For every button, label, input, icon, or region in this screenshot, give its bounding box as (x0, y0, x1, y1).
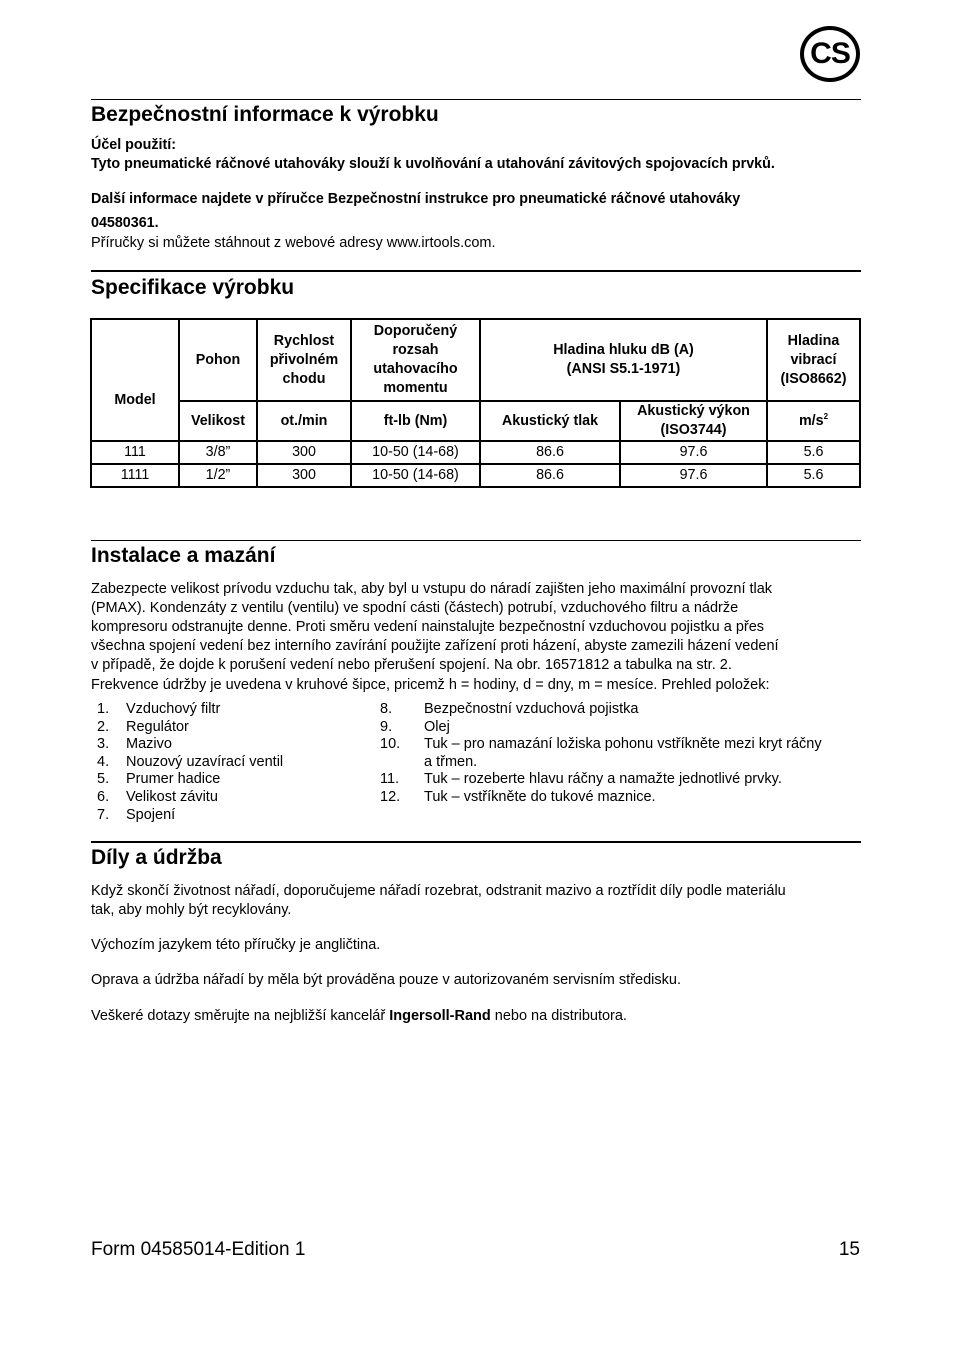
list-item-number: 2. (97, 718, 110, 735)
list-item-text: Vzduchový filtr (126, 701, 221, 717)
section-divider (91, 99, 861, 100)
items-list-left (97, 701, 367, 824)
footer-form: Form 04585014-Edition 1 (91, 1239, 306, 1260)
install-para-line: (PMAX). Kondenzáty z ventilu (ventilu) ve spodní cásti (částech) potrubí, vzduchového filtru a nádrže (91, 600, 739, 616)
list-item (97, 701, 367, 719)
parts-para-4-text: Veškeré dotazy směrujte na nejbližší kancelář (91, 1008, 390, 1024)
spec-table (90, 318, 861, 488)
cell-size: 1/2” (179, 464, 257, 487)
parts-para-4-text: nebo na distributora. (490, 1008, 627, 1024)
list-item-number: 12. (380, 788, 401, 805)
list-item-text: Prumer hadice (126, 771, 221, 788)
header-torque-line: momentu (383, 380, 448, 396)
cell-pressure: 86.6 (480, 464, 620, 487)
header-rychlost-line: chodu (282, 370, 326, 387)
list-item (380, 719, 861, 737)
list-item (97, 771, 367, 789)
list-item-text: Tuk – pro namazání ložiska pohonu vstříkněte mezi kryt ráčny (424, 736, 822, 753)
header-ms (767, 401, 860, 441)
header-torque (351, 319, 480, 401)
list-item-number: 3. (97, 736, 110, 753)
list-item (380, 736, 861, 754)
cell-model: 111 (91, 441, 179, 464)
list-item-text: a třmen. (424, 753, 478, 770)
more-info-line-1: Další informace najdete v příručce Bezpečnostní instrukce pro pneumatické ráčnové utahováky (91, 191, 741, 207)
parts-para-3: Oprava a údržba nářadí by měla být prováděna pouze v autorizovaném servisním středisku. (91, 972, 681, 988)
cell-power: 97.6 (620, 441, 767, 464)
parts-para-2: Výchozím jazykem této příručky je angličtina. (91, 937, 381, 953)
list-item-continuation (380, 754, 861, 772)
list-item-number: 4. (97, 753, 110, 770)
list-item-text: Bezpečnostní vzduchová pojistka (424, 701, 639, 717)
header-ftlb: ft-lb (Nm) (351, 401, 480, 441)
install-para-line: kompresoru odstranujte denne. Proti směru vedení nainstalujte bezpečnostní vzduchovou pojistku a přes (91, 619, 765, 635)
section-divider (91, 270, 861, 272)
page-number: 15 (838, 1239, 860, 1260)
header-torque-line: utahovacího (373, 361, 458, 377)
list-item-text: Tuk – rozeberte hlavu ráčny a namažte jednotlivé prvky. (424, 771, 782, 788)
use-text: Tyto pneumatické ráčnové utahováky slouží k uvolňování a utahování závitových spojovacích prvků. (91, 156, 775, 172)
list-item-number: 9. (380, 718, 393, 735)
language-badge-cs: CS (800, 26, 860, 82)
list-item (97, 736, 367, 754)
list-item (97, 754, 367, 772)
brand-name: Ingersoll-Rand (389, 1008, 491, 1024)
list-item-number: 6. (97, 788, 110, 805)
install-para-line: Frekvence údržby je uvedena v kruhové šipce, pricemž h = hodiny, d = dny, m = mesíce. Prehled položek: (91, 677, 770, 693)
list-item-text: Mazivo (126, 736, 172, 753)
list-item-number: 7. (97, 806, 110, 823)
table-subheader-row (91, 401, 860, 441)
install-title: Instalace a mazání (91, 544, 276, 567)
section-divider (91, 540, 861, 541)
install-para-line: Zabezpecte velikost prívodu vzduchu tak, aby byl u vstupu do náradí zajišten jeho maximální provozní tlak (91, 581, 773, 597)
list-item-number: 11. (380, 771, 400, 788)
parts-para-1-line-1: Když skončí životnost nářadí, doporučujeme nářadí rozebrat, odstranit mazivo a roztřídit díly podle materiálu (91, 883, 786, 899)
list-item (97, 807, 367, 825)
cell-power: 97.6 (620, 464, 767, 487)
list-item-text: Velikost závitu (126, 788, 218, 805)
header-rpm: ot./min (257, 401, 351, 441)
list-item-text: Nouzový uzavírací ventil (126, 753, 284, 770)
cell-vibration: 5.6 (767, 441, 860, 464)
header-rychlost (257, 319, 351, 401)
items-list-right (380, 701, 861, 807)
more-info-line-2: 04580361. (91, 215, 159, 231)
list-item (380, 789, 861, 807)
list-item-text: Spojení (126, 806, 176, 823)
header-torque-line: rozsah (392, 342, 439, 358)
use-label: Účel použití: (91, 137, 176, 153)
list-item-text: Olej (424, 718, 450, 735)
header-velikost: Velikost (179, 401, 257, 441)
cell-vibration: 5.6 (767, 464, 860, 487)
list-item-number: 10. (380, 736, 401, 753)
parts-para-4 (91, 1007, 627, 1026)
header-acoustic-power-line: Akustický výkon (637, 403, 750, 419)
section-divider (91, 841, 861, 843)
header-acoustic-pressure: Akustický tlak (480, 401, 620, 441)
header-ms-exponent: 2 (823, 411, 829, 421)
table-header-row (91, 319, 860, 401)
safety-title: Bezpečnostní informace k výrobku (91, 103, 439, 126)
download-text: Příručky si můžete stáhnout z webové adresy www.irtools.com. (91, 235, 496, 251)
list-item (97, 789, 367, 807)
table-row (91, 441, 860, 464)
list-item (97, 719, 367, 737)
header-torque-line: Doporučený (373, 323, 458, 339)
install-para-line: v případě, že dojde k porušení vedení nebo přerušení spojení. Na obr. 16571812 a tabulka na str. 2. (91, 657, 732, 673)
cell-rpm: 300 (257, 464, 351, 487)
cell-torque: 10-50 (14-68) (351, 441, 480, 464)
list-item-number: 5. (97, 771, 110, 788)
header-pohon: Pohon (179, 319, 257, 401)
cell-size: 3/8” (179, 441, 257, 464)
list-item-number: 1. (97, 701, 110, 717)
install-para-line: všechna spojení vedení bez interního zavírání použijte zařízení proti házení, abyste zamezili házení vedení (91, 638, 779, 654)
header-ms-unit: m/s (798, 412, 824, 429)
header-acoustic-power (620, 401, 767, 441)
header-vibration-line: Hladina (787, 332, 840, 349)
header-rychlost-line: přivolném (269, 351, 339, 368)
parts-para-1-line-2: tak, aby mohly být recyklovány. (91, 902, 292, 918)
cell-model: 1111 (91, 464, 179, 487)
list-item-number: 8. (380, 701, 393, 717)
header-vibration (767, 319, 860, 401)
cell-rpm: 300 (257, 441, 351, 464)
table-row (91, 464, 860, 487)
spec-title: Specifikace výrobku (91, 276, 295, 299)
header-acoustic-power-line: (ISO3744) (660, 422, 727, 438)
list-item (380, 771, 861, 789)
header-rychlost-line: Rychlost (273, 332, 335, 349)
header-model: Model (91, 319, 179, 441)
header-noise (480, 319, 767, 401)
list-item (380, 701, 861, 719)
list-item-text: Tuk – vstříkněte do tukové maznice. (424, 788, 656, 805)
parts-title: Díly a údržba (91, 846, 222, 869)
header-vibration-line: vibrací (790, 351, 837, 368)
header-noise-line: Hladina hluku dB (A) (553, 342, 694, 358)
cell-pressure: 86.6 (480, 441, 620, 464)
cell-torque: 10-50 (14-68) (351, 464, 480, 487)
header-vibration-line: (ISO8662) (780, 370, 847, 387)
header-noise-line: (ANSI S5.1-1971) (566, 361, 681, 377)
list-item-text: Regulátor (126, 718, 189, 735)
